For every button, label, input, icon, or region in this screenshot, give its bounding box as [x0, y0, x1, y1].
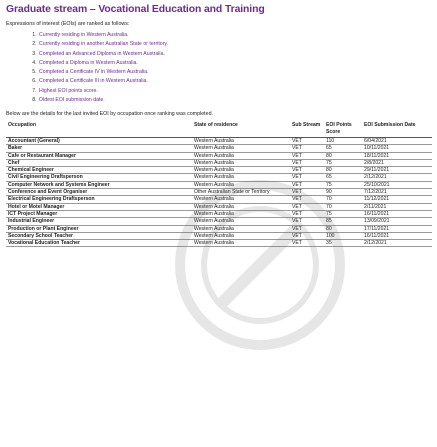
points-cell: 85 [324, 218, 362, 225]
occupation-cell: Civil Engineering Draftsperson [6, 174, 192, 181]
criteria-item: 6. Completed a Certificate III in Western Australia. [38, 77, 431, 86]
date-cell: 11/12/2021 [362, 196, 432, 203]
table-body [6, 137, 432, 246]
occupation-cell: Computer Network and Systems Engineer [6, 181, 192, 188]
sub-stream-cell: VET [290, 210, 324, 217]
state-cell: Western Australia [192, 174, 290, 181]
occupation-cell: Cafe or Restaurant Manager [6, 152, 192, 159]
date-cell: 18/11/2021 [362, 152, 432, 159]
state-cell: Western Australia [192, 218, 290, 225]
state-cell: Western Australia [192, 232, 290, 239]
state-cell: Western Australia [192, 145, 290, 152]
date-cell: 2/11/2021 [362, 203, 432, 210]
sub-stream-cell: VET [290, 225, 324, 232]
header-sub-stream: Sub Stream [290, 121, 324, 137]
table-row [6, 189, 432, 196]
state-cell: Western Australia [192, 159, 290, 166]
table-intro-note: Below are the details for the last invited EOI by occupation once ranking was completed. [6, 111, 213, 118]
state-cell: Other Australian State or Territory [192, 189, 290, 196]
criteria-item: 2. Currently residing in another Australian State or territory. [38, 40, 431, 49]
points-cell: 35 [324, 240, 362, 247]
criteria-item: 4. Completed a Diploma in Western Australia. [38, 59, 431, 68]
occupation-cell: Vocational Education Teacher [6, 240, 192, 247]
occupation-cell: Baker [6, 145, 192, 152]
sub-stream-cell: VET [290, 159, 324, 166]
occupation-cell: Industrial Engineer [6, 218, 192, 225]
state-cell: Western Australia [192, 210, 290, 217]
points-cell: 65 [324, 145, 362, 152]
sub-stream-cell: VET [290, 240, 324, 247]
sub-stream-cell: VET [290, 174, 324, 181]
criteria-item: 8. Oldest EOI submission date. [38, 96, 431, 105]
points-cell: 80 [324, 152, 362, 159]
table-row [6, 218, 432, 225]
header-date: EOI Submission Date [362, 121, 432, 137]
table-row [6, 225, 432, 232]
points-cell: 75 [324, 159, 362, 166]
date-cell: 25/10/2021 [362, 181, 432, 188]
date-cell: 10/11/2021 [362, 145, 432, 152]
sub-stream-cell: VET [290, 152, 324, 159]
occupation-cell: ICT Project Manager [6, 210, 192, 217]
occupation-cell: Electrical Engineering Draftsperson [6, 196, 192, 203]
points-cell: 80 [324, 167, 362, 174]
table-row [6, 210, 432, 217]
sub-stream-cell: VET [290, 203, 324, 210]
sub-stream-cell: VET [290, 181, 324, 188]
points-cell: 90 [324, 189, 362, 196]
sub-stream-cell: VET [290, 137, 324, 144]
state-cell: Western Australia [192, 152, 290, 159]
occupation-cell: Conference and Event Organiser [6, 189, 192, 196]
state-cell: Western Australia [192, 203, 290, 210]
sub-stream-cell: VET [290, 196, 324, 203]
table-row [6, 181, 432, 188]
table-header-row [6, 121, 432, 137]
points-cell: 70 [324, 203, 362, 210]
state-cell: Western Australia [192, 181, 290, 188]
date-cell: 2/12/2021 [362, 174, 432, 181]
state-cell: Western Australia [192, 196, 290, 203]
state-cell: Western Australia [192, 240, 290, 247]
date-cell: 13/09/2021 [362, 218, 432, 225]
table-row [6, 232, 432, 239]
table-row [6, 196, 432, 203]
criteria-item: 1. Currently residing in Western Australia. [38, 31, 431, 40]
table-row [6, 203, 432, 210]
date-cell: 16/11/2021 [362, 210, 432, 217]
header-occupation: Occupation [6, 121, 192, 137]
occupation-cell: Chef [6, 159, 192, 166]
date-cell: 29/11/2021 [362, 167, 432, 174]
date-cell: 7/12/2021 [362, 189, 432, 196]
sub-stream-cell: VET [290, 189, 324, 196]
ranking-intro: Expressions of interest (EOIs) are ranked as follows: [6, 21, 130, 27]
table-row [6, 167, 432, 174]
sub-stream-cell: VET [290, 167, 324, 174]
occupation-cell: Accountant (General) [6, 137, 192, 144]
state-cell: Western Australia [192, 225, 290, 232]
points-cell: 75 [324, 210, 362, 217]
sub-stream-cell: VET [290, 218, 324, 225]
sub-stream-cell: VET [290, 145, 324, 152]
state-cell: Western Australia [192, 167, 290, 174]
invited-eoi-table [6, 121, 432, 247]
points-cell: 100 [324, 232, 362, 239]
criteria-item: 3. Completed an Advanced Diploma in Western Australia. [38, 50, 431, 59]
header-points: EOI Points Score [324, 121, 362, 137]
page-title: Graduate stream – Vocational Education and Training [6, 4, 265, 15]
points-cell: 65 [324, 174, 362, 181]
date-cell: 2/8/2021 [362, 159, 432, 166]
date-cell: 2/12/2021 [362, 240, 432, 247]
table-row [6, 174, 432, 181]
state-cell: Western Australia [192, 137, 290, 144]
table-row [6, 152, 432, 159]
sub-stream-cell: VET [290, 232, 324, 239]
date-cell: 6/04/2021 [362, 137, 432, 144]
header-state: State of residence [192, 121, 290, 137]
points-cell: 110 [324, 137, 362, 144]
criteria-item: 5. Completed a Certificate IV in Western Australia. [38, 68, 431, 77]
table-row [6, 240, 432, 247]
occupation-cell: Secondary School Teacher [6, 232, 192, 239]
ranking-criteria-list [6, 31, 431, 105]
occupation-cell: Production or Plant Engineer [6, 225, 192, 232]
date-cell: 17/11/2021 [362, 225, 432, 232]
date-cell: 16/11/2021 [362, 232, 432, 239]
occupation-cell: Hotel or Motel Manager [6, 203, 192, 210]
table-row [6, 145, 432, 152]
criteria-item: 7. Highest EOI points score. [38, 87, 431, 96]
table-row [6, 137, 432, 144]
occupation-cell: Chemical Engineer [6, 167, 192, 174]
table-row [6, 159, 432, 166]
points-cell: 80 [324, 225, 362, 232]
points-cell: 70 [324, 196, 362, 203]
points-cell: 75 [324, 181, 362, 188]
